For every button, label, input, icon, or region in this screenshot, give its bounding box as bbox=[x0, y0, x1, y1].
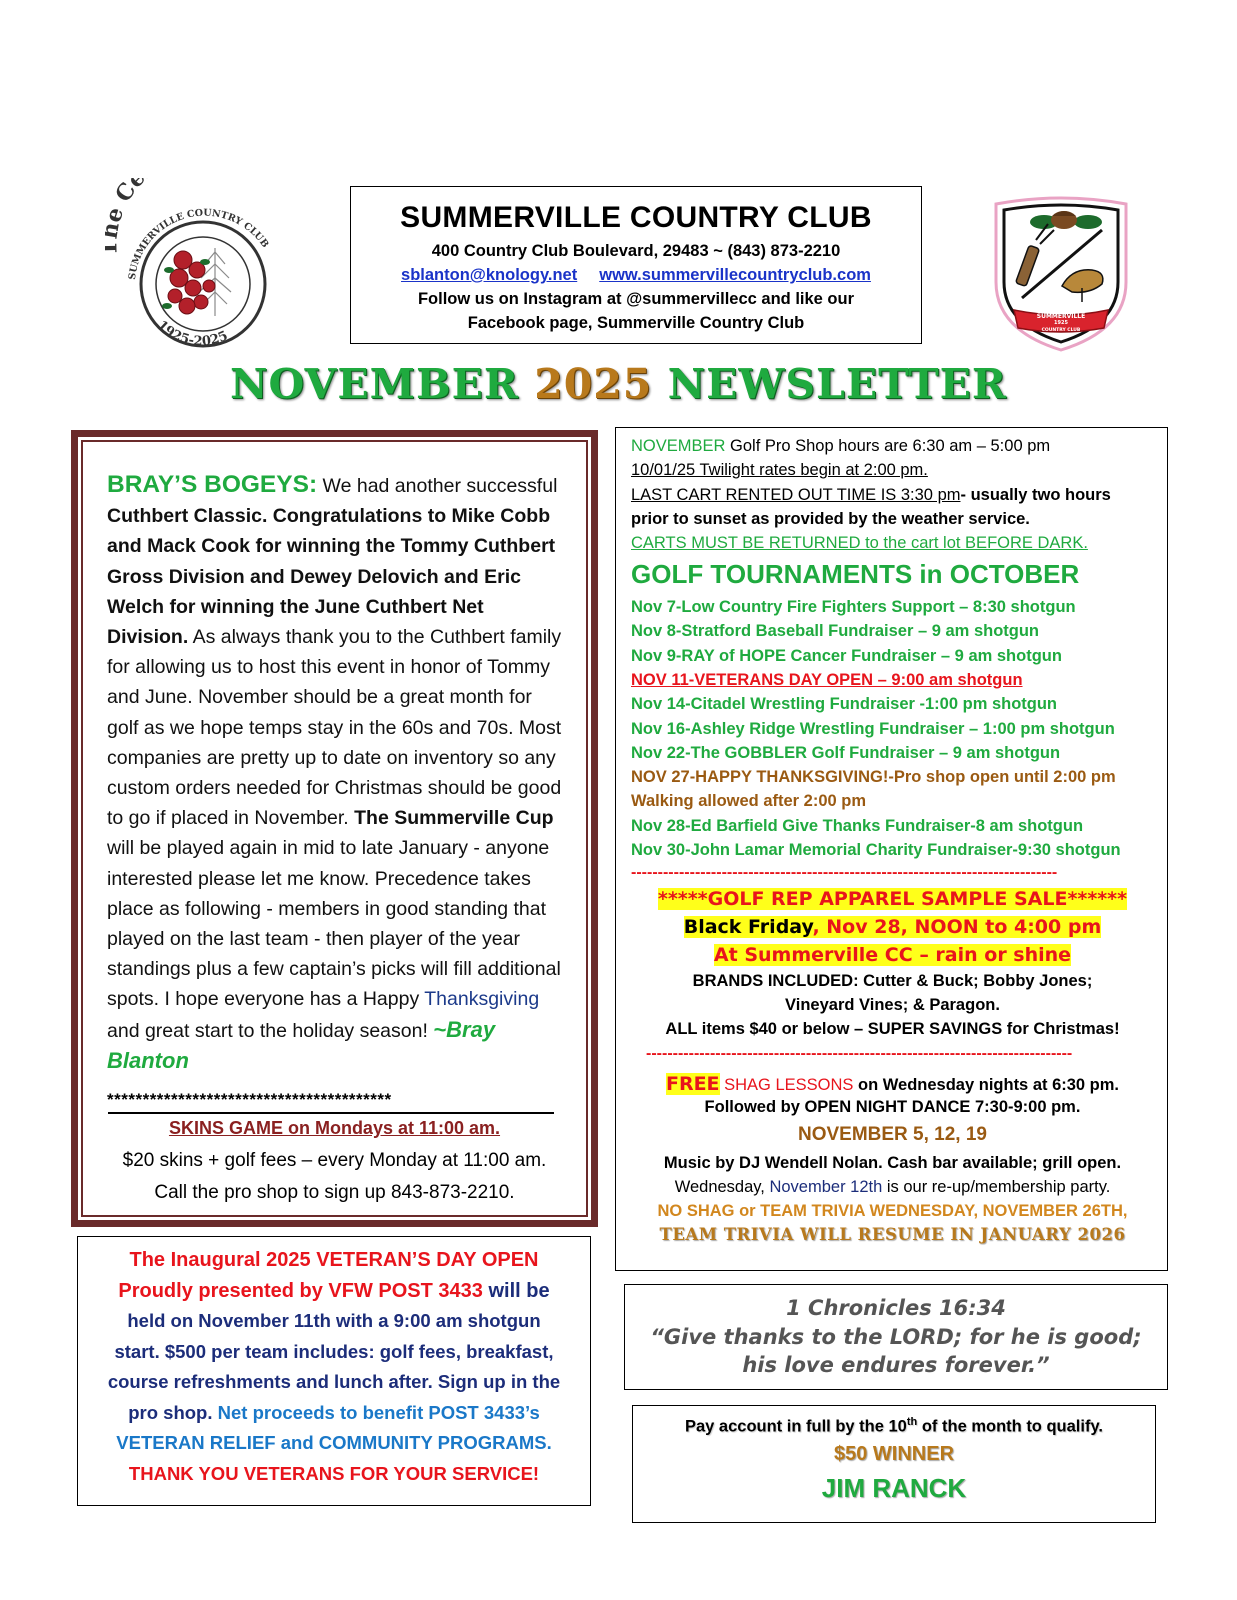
skins-game-title: SKINS GAME on Mondays at 11:00 am. bbox=[168, 1118, 501, 1138]
last-cart-line-2: prior to sunset as provided by the weather service. bbox=[631, 510, 1030, 528]
skins-fees: $20 skins + golf fees – every Monday at 11:00 am. bbox=[122, 1150, 547, 1171]
brays-title: BRAY’S BOGEYS: bbox=[107, 471, 318, 498]
brays-text-2: As always thank you to the Cuthbert family for allowing us to host this event in honor of Tommy and June. November should be a great month for golf as we hope temps stay in the 60s and 70s. Most companies are pretty up to date on inventory so any custom orders needed for Christmas should be good to go if placed in November. bbox=[107, 626, 562, 830]
tournaments-title bbox=[631, 558, 1079, 594]
dashed-divider-1: -------------------------------------------------------------------------------- bbox=[631, 864, 1058, 881]
tournament-item: NOV 27-HAPPY THANKSGIVING!-Pro shop open until 2:00 pm bbox=[631, 768, 1116, 787]
party-day: Wednesday, bbox=[674, 1178, 770, 1196]
sale-place-line bbox=[616, 944, 1169, 966]
tournament-item: Nov 9-RAY of HOPE Cancer Fundraiser – 9 am shotgun bbox=[631, 646, 1062, 665]
crest-banner-text: SUMMERVILLE bbox=[1036, 313, 1086, 320]
tournaments-heading: GOLF TOURNAMENTS in OCTOBER bbox=[631, 559, 1080, 589]
social-line-1: Follow us on Instagram at @summervillecc and like our bbox=[417, 290, 855, 308]
music-line: Music by DJ Wendell Nolan. Cash bar available; grill open. bbox=[663, 1154, 1122, 1172]
black-friday: Black Friday bbox=[683, 916, 813, 938]
veterans-text-6: pro shop. bbox=[128, 1401, 213, 1423]
brays-signature: ~Bray Blanton bbox=[107, 1016, 496, 1073]
tournament-item: NOV 11-VETERANS DAY OPEN – 9:00 am shotgun bbox=[631, 670, 1023, 689]
verse-line-1: “Give thanks to the LORD; for he is good; bbox=[650, 1324, 1142, 1349]
centennial-logo bbox=[105, 178, 301, 350]
thanksgiving-word: Thanksgiving bbox=[424, 988, 540, 1011]
savings-line: ALL items $40 or below – SUPER SAVINGS for Christmas! bbox=[665, 1020, 1120, 1038]
trivia-resume-line bbox=[616, 1225, 1169, 1245]
account-winner-box bbox=[632, 1405, 1156, 1523]
trivia-resume: TEAM TRIVIA WILL RESUME IN JANUARY 2026 bbox=[659, 1225, 1126, 1244]
social-line-2: Facebook page, Summerville Country Club bbox=[467, 314, 805, 332]
summerville-cup: The Summerville Cup bbox=[354, 807, 554, 830]
club-crest-logo bbox=[986, 190, 1136, 354]
title-year: 2025 bbox=[534, 360, 653, 408]
veterans-text-4: start. $500 per team includes: golf fees, breakfast, bbox=[114, 1340, 554, 1362]
title-word: NEWSLETTER bbox=[667, 360, 1007, 408]
dance-line: Followed by OPEN NIGHT DANCE 7:30-9:00 pm. bbox=[704, 1098, 1081, 1116]
last-cart-note: - usually two hours bbox=[960, 486, 1111, 504]
club-address: 400 Country Club Boulevard, 29483 ~ (843) 873-2210 bbox=[431, 242, 841, 260]
tournament-item: Nov 7-Low Country Fire Fighters Support – 8:30 shotgun bbox=[631, 598, 1076, 616]
skins-signup: Call the pro shop to sign up 843-873-2210. bbox=[154, 1182, 515, 1203]
veterans-text-5: course refreshments and lunch after. Sign up in the bbox=[107, 1371, 561, 1392]
vfw-presenter: Proudly presented by VFW POST 3433 bbox=[118, 1279, 483, 1302]
logo-arc-text: Ce bbox=[110, 178, 151, 207]
hours-text: Golf Pro Shop hours are 6:30 am – 5:00 pm bbox=[725, 437, 1051, 455]
tournament-item: Nov 14-Citadel Wrestling Fundraiser -1:00 pm shotgun bbox=[631, 695, 1058, 714]
november-dates: NOVEMBER 5, 12, 19 bbox=[797, 1124, 988, 1145]
horizontal-rule bbox=[108, 1112, 554, 1114]
website-link[interactable]: www.summervillecountryclub.com bbox=[599, 266, 871, 284]
tournament-item: Nov 22-The GOBBLER Golf Fundraiser – 9 am shotgun bbox=[631, 743, 1061, 762]
party-date: November 12th bbox=[769, 1178, 883, 1196]
shag-lessons-line bbox=[616, 1073, 1169, 1095]
last-cart-time: LAST CART RENTED OUT TIME IS 3:30 pm bbox=[631, 486, 961, 504]
brands-2: Vineyard Vines; & Paragon. bbox=[785, 996, 1000, 1014]
free-badge: FREE bbox=[665, 1073, 720, 1095]
twilight-rates: 10/01/25 Twilight rates begin at 2:00 pm. bbox=[631, 461, 928, 479]
club-header bbox=[350, 186, 922, 344]
party-text: is our re-up/membership party. bbox=[882, 1178, 1111, 1196]
pay-text-a: Pay account in full by the 10 bbox=[684, 1417, 907, 1436]
shop-hours bbox=[631, 435, 1050, 457]
november-dates-line bbox=[616, 1124, 1169, 1146]
brands-1: BRANDS INCLUDED: Cutter & Buck; Bobby Jones; bbox=[692, 972, 1093, 990]
brays-congrats: Cuthbert Classic. Congratulations to Mike Cobb and Mack Cook for winning the Tommy Cuthbert Gross Division and Dewey Delovich and Eric Welch for winning the June Cuthbert Net Division. bbox=[107, 505, 556, 649]
veterans-programs: VETERAN RELIEF and COMMUNITY PROGRAMS. bbox=[116, 1432, 552, 1453]
contact-links bbox=[351, 263, 921, 287]
crest-sub-text: COUNTRY CLUB bbox=[1041, 328, 1081, 333]
veterans-day-box bbox=[77, 1236, 591, 1506]
scripture-verse-box bbox=[624, 1284, 1168, 1390]
dashed-divider-2: -------------------------------------------------------------------------------- bbox=[646, 1045, 1073, 1062]
verse-reference: 1 Chronicles 16:34 bbox=[786, 1296, 1006, 1320]
carts-return-notice: CARTS MUST BE RETURNED to the cart lot BEFORE DARK. bbox=[631, 534, 1088, 552]
tournament-item: Nov 16-Ashley Ridge Wrestling Fundraiser – 1:00 pm shotgun bbox=[631, 719, 1115, 738]
tournament-item: Walking allowed after 2:00 pm bbox=[631, 792, 867, 811]
last-cart-line bbox=[631, 484, 1111, 506]
hours-month: NOVEMBER bbox=[631, 437, 726, 455]
title-month: NOVEMBER bbox=[230, 360, 519, 408]
shag-lessons: SHAG LESSONS bbox=[719, 1076, 854, 1094]
verse-line-2: his love endures forever.” bbox=[742, 1353, 1050, 1377]
tournament-item: Nov 8-Stratford Baseball Fundraiser – 9 am shotgun bbox=[631, 622, 1040, 641]
pro-shop-info-box bbox=[615, 427, 1168, 1271]
brays-text-3: will be played again in mid to late January - anyone interested please let me know. Precedence takes place as following - members in good standing that played on the last team - then player of the year standings plus a few captain’s picks will fill additional spots. I hope everyone has a Happy bbox=[107, 837, 561, 1011]
logo-years-text: 1925-2025 bbox=[154, 317, 231, 350]
brays-text-4: and great start to the holiday season! bbox=[107, 1019, 434, 1042]
no-shag-line: NO SHAG or TEAM TRIVIA WEDNESDAY, NOVEMBER 26TH, bbox=[657, 1202, 1128, 1220]
veterans-title: The Inaugural 2025 VETERAN’S DAY OPEN bbox=[129, 1249, 539, 1271]
winner-name: JIM RANCK bbox=[821, 1472, 967, 1503]
party-line bbox=[616, 1178, 1169, 1197]
veterans-text-2: will be bbox=[482, 1279, 550, 1302]
brays-bogeys-article bbox=[107, 470, 567, 1077]
veterans-proceeds: Net proceeds to benefit POST 3433’s bbox=[212, 1401, 540, 1423]
brays-text-1: We had another successful bbox=[317, 475, 558, 497]
club-name: SUMMERVILLE COUNTRY CLUB bbox=[400, 201, 872, 234]
email-link[interactable]: sblanton@knology.net bbox=[401, 266, 578, 284]
newsletter-title bbox=[0, 360, 1237, 408]
veterans-thanks: THANK YOU VETERANS FOR YOUR SERVICE! bbox=[128, 1462, 540, 1484]
logo-ring-text: SUMMERVILLE COUNTRY CLUB bbox=[126, 207, 271, 281]
sale-title: *****GOLF REP APPAREL SAMPLE SALE****** bbox=[657, 888, 1128, 910]
pay-sup: th bbox=[906, 1416, 918, 1428]
pay-account-line bbox=[633, 1416, 1155, 1437]
winner-amount: $50 WINNER bbox=[833, 1442, 955, 1465]
veterans-text-3: held on November 11th with a 9:00 am shotgun bbox=[127, 1310, 541, 1331]
sale-place: At Summerville CC – rain or shine bbox=[713, 944, 1072, 966]
brays-bogeys-box bbox=[71, 430, 598, 1227]
sale-title-line bbox=[616, 888, 1169, 910]
crest-year-text: 1925 bbox=[1054, 320, 1068, 326]
pay-text-b: of the month to qualify. bbox=[917, 1417, 1104, 1436]
sale-date-line bbox=[616, 916, 1169, 938]
sale-date: , Nov 28, NOON to 4:00 pm bbox=[812, 916, 1102, 938]
shag-time: on Wednesday nights at 6:30 pm. bbox=[853, 1076, 1120, 1094]
stars-divider: **************************************** bbox=[107, 1090, 392, 1109]
tournament-item: Nov 28-Ed Barfield Give Thanks Fundraiser-8 am shotgun bbox=[631, 816, 1084, 835]
tournament-item: Nov 30-John Lamar Memorial Charity Fundraiser-9:30 shotgun bbox=[631, 841, 1121, 859]
